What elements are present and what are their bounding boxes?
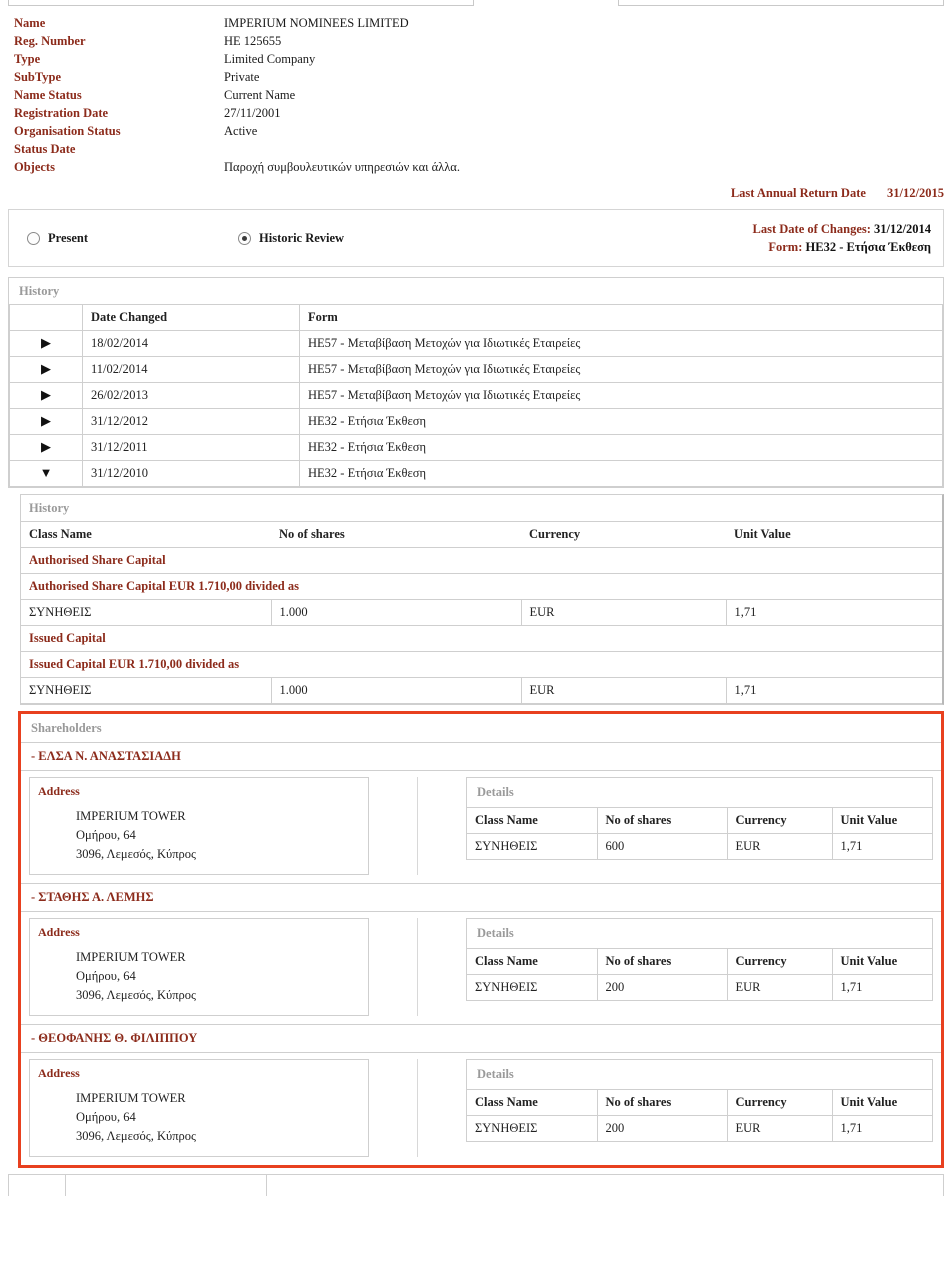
expand-toggle[interactable]	[10, 383, 83, 409]
address-line: 3096, Λεμεσός, Κύπρος	[76, 988, 196, 1002]
history-form: HE32 - Ετήσια Έκθεση	[300, 461, 943, 487]
summary-row	[14, 104, 952, 122]
details-col-currency: Currency	[727, 949, 832, 975]
radio-label-present: Present	[48, 230, 89, 245]
details-wrapper	[417, 918, 933, 1016]
view-mode-bar	[8, 209, 944, 267]
address-line: Ομήρου, 64	[76, 1110, 136, 1124]
summary-label: Name	[14, 16, 46, 30]
shareholder-name: - ΣΤΑΘΗΣ Α. ΛΕΜΗΣ	[21, 883, 941, 912]
chevron-down-icon[interactable]: ▼	[39, 465, 53, 480]
details-col-class-name: Class Name	[467, 1090, 597, 1116]
shareholders-panel	[18, 711, 944, 1168]
summary-label: Objects	[14, 160, 55, 174]
share-capital-table	[21, 521, 942, 704]
changes-info	[753, 220, 931, 256]
history-col-form: Form	[300, 305, 943, 331]
address-line: 3096, Λεμεσός, Κύπρος	[76, 847, 196, 861]
top-panel-stubs	[0, 0, 952, 6]
table-row[interactable]	[10, 383, 943, 409]
bottom-stub-col-1	[9, 1175, 66, 1196]
details-col-unit-value: Unit Value	[832, 808, 932, 834]
last-annual-return	[0, 176, 952, 205]
radio-option-historic-review[interactable]	[238, 231, 344, 246]
details-class-name: ΣΥΝΗΘΕΙΣ	[467, 834, 597, 860]
address-line: 3096, Λεμεσός, Κύπρος	[76, 1129, 196, 1143]
capital-section-label: Issued Capital EUR 1.710,00 divided as	[21, 652, 942, 678]
history-form: HE32 - Ετήσια Έκθεση	[300, 435, 943, 461]
details-box	[466, 918, 933, 1001]
details-unit-value: 1,71	[832, 834, 932, 860]
table-row	[21, 678, 942, 704]
last-date-of-changes-value: 31/12/2014	[874, 222, 931, 236]
expand-toggle[interactable]	[10, 409, 83, 435]
chevron-right-icon[interactable]: ▶	[41, 335, 51, 350]
summary-label: Reg. Number	[14, 34, 86, 48]
bottom-stub-col-3	[267, 1175, 943, 1196]
summary-value: Limited Company	[224, 52, 316, 66]
chevron-right-icon[interactable]: ▶	[41, 439, 51, 454]
capital-class-name: ΣΥΝΗΘΕΙΣ	[21, 678, 271, 704]
details-col-class-name: Class Name	[467, 949, 597, 975]
address-title: Address	[38, 925, 80, 939]
table-row[interactable]	[10, 409, 943, 435]
expand-toggle[interactable]	[10, 331, 83, 357]
last-annual-return-label: Last Annual Return Date	[730, 186, 866, 200]
address-box	[29, 1059, 369, 1157]
chevron-right-icon[interactable]: ▶	[41, 387, 51, 402]
details-header-row	[467, 808, 932, 834]
capital-currency: EUR	[521, 678, 726, 704]
details-title: Details	[477, 1067, 514, 1081]
capital-section-label: Issued Capital	[21, 626, 942, 652]
history-date: 31/12/2010	[83, 461, 300, 487]
capital-class-name: ΣΥΝΗΘΕΙΣ	[21, 600, 271, 626]
address-box	[29, 777, 369, 875]
shareholder-name: - ΘΕΟΦΑΝΗΣ Θ. ΦΙΛΙΠΠΟΥ	[21, 1024, 941, 1053]
summary-row	[14, 158, 952, 176]
last-date-of-changes: Last Date of Changes: 31/12/2014	[752, 222, 931, 236]
address-title: Address	[38, 1066, 80, 1080]
radio-option-present[interactable]	[27, 231, 88, 246]
table-row	[467, 1116, 932, 1142]
chevron-right-icon[interactable]: ▶	[41, 413, 51, 428]
shareholders-title: Shareholders	[31, 721, 102, 735]
history-table	[9, 304, 943, 487]
details-col-class-name: Class Name	[467, 808, 597, 834]
details-table	[467, 948, 932, 1001]
history-date: 31/12/2011	[83, 435, 300, 461]
capital-section-label: Authorised Share Capital	[21, 548, 942, 574]
capital-unit-value: 1,71	[726, 600, 942, 626]
history-form: HE57 - Μεταβίβαση Μετοχών για Ιδιωτικές Εταιρείες	[300, 331, 943, 357]
summary-value: Current Name	[224, 88, 296, 102]
summary-row	[14, 86, 952, 104]
history-form: HE57 - Μεταβίβαση Μετοχών για Ιδιωτικές Εταιρείες	[300, 383, 943, 409]
details-table	[467, 807, 932, 860]
summary-row	[14, 32, 952, 50]
details-wrapper	[417, 777, 933, 875]
shareholder-body	[21, 912, 941, 1024]
table-row[interactable]	[10, 357, 943, 383]
details-table	[467, 1089, 932, 1142]
expand-toggle[interactable]	[10, 435, 83, 461]
shareholder-name: - ΕΛΣΑ Ν. ΑΝΑΣΤΑΣΙΑΔΗ	[21, 742, 941, 771]
details-col-no-of-shares: No of shares	[597, 808, 727, 834]
details-col-no-of-shares: No of shares	[597, 1090, 727, 1116]
history-date: 26/02/2013	[83, 383, 300, 409]
summary-label: Status Date	[14, 142, 76, 156]
details-col-currency: Currency	[727, 808, 832, 834]
details-currency: EUR	[727, 975, 832, 1001]
capital-section-heading	[21, 626, 942, 652]
summary-label: Organisation Status	[14, 124, 121, 138]
address-line: IMPERIUM TOWER	[76, 809, 186, 823]
address-line: Ομήρου, 64	[76, 969, 136, 983]
top-stub-left	[8, 0, 474, 6]
share-capital-panel	[20, 494, 944, 705]
details-wrapper	[417, 1059, 933, 1157]
capital-col-class-name: Class Name	[21, 522, 271, 548]
address-title: Address	[38, 784, 80, 798]
details-unit-value: 1,71	[832, 1116, 932, 1142]
summary-label: SubType	[14, 70, 62, 84]
table-row[interactable]	[10, 331, 943, 357]
summary-row	[14, 68, 952, 86]
address-line: IMPERIUM TOWER	[76, 950, 186, 964]
history-date: 11/02/2014	[83, 357, 300, 383]
capital-col-unit-value: Unit Value	[726, 522, 942, 548]
history-form: HE32 - Ετήσια Έκθεση	[300, 409, 943, 435]
table-row[interactable]	[10, 435, 943, 461]
company-summary	[0, 10, 952, 176]
history-date: 31/12/2012	[83, 409, 300, 435]
history-date: 18/02/2014	[83, 331, 300, 357]
table-row[interactable]	[10, 461, 943, 487]
table-row	[467, 834, 932, 860]
history-panel	[8, 277, 944, 488]
details-class-name: ΣΥΝΗΘΕΙΣ	[467, 975, 597, 1001]
summary-label: Type	[14, 52, 41, 66]
capital-col-currency: Currency	[521, 522, 726, 548]
changes-form-label: Form	[768, 240, 799, 254]
details-col-no-of-shares: No of shares	[597, 949, 727, 975]
details-unit-value: 1,71	[832, 975, 932, 1001]
summary-value: Private	[224, 70, 260, 84]
capital-section-label: Authorised Share Capital EUR 1.710,00 divided as	[21, 574, 942, 600]
expand-toggle[interactable]	[10, 357, 83, 383]
shareholder-body	[21, 771, 941, 883]
details-no-of-shares: 200	[597, 1116, 727, 1142]
changes-form: Form: HE32 - Ετήσια Έκθεση	[768, 240, 931, 254]
details-header-row	[467, 1090, 932, 1116]
summary-row	[14, 140, 952, 158]
expand-toggle[interactable]	[10, 461, 83, 487]
radio-icon-historic-review[interactable]	[238, 232, 251, 245]
summary-row	[14, 14, 952, 32]
share-capital-header-row	[21, 522, 942, 548]
history-col-date: Date Changed	[83, 305, 300, 331]
details-no-of-shares: 600	[597, 834, 727, 860]
radio-label-historic-review: Historic Review	[259, 230, 345, 245]
capital-section-heading	[21, 574, 942, 600]
summary-value: HE 125655	[224, 34, 282, 48]
last-date-of-changes-label: Last Date of Changes	[752, 222, 867, 236]
table-row	[21, 600, 942, 626]
radio-icon-present[interactable]	[27, 232, 40, 245]
capital-section-heading	[21, 652, 942, 678]
chevron-right-icon[interactable]: ▶	[41, 361, 51, 376]
share-capital-title: History	[29, 501, 70, 515]
details-class-name: ΣΥΝΗΘΕΙΣ	[467, 1116, 597, 1142]
last-annual-return-value: 31/12/2015	[887, 186, 944, 200]
summary-label: Name Status	[14, 88, 82, 102]
summary-row	[14, 122, 952, 140]
details-title: Details	[477, 926, 514, 940]
details-box	[466, 777, 933, 860]
details-col-currency: Currency	[727, 1090, 832, 1116]
summary-value: Active	[224, 124, 258, 138]
details-col-unit-value: Unit Value	[832, 949, 932, 975]
summary-value: IMPERIUM NOMINEES LIMITED	[224, 16, 409, 30]
capital-no-of-shares: 1.000	[271, 678, 521, 704]
changes-form-value: HE32 - Ετήσια Έκθεση	[805, 240, 931, 254]
bottom-table-stub	[8, 1174, 944, 1196]
summary-label: Registration Date	[14, 106, 109, 120]
details-col-unit-value: Unit Value	[832, 1090, 932, 1116]
summary-value: Παροχή συμβουλευτικών υπηρεσιών και άλλα.	[224, 160, 460, 174]
table-row	[467, 975, 932, 1001]
history-header-row	[10, 305, 943, 331]
top-stub-right	[618, 0, 944, 6]
capital-no-of-shares: 1.000	[271, 600, 521, 626]
capital-currency: EUR	[521, 600, 726, 626]
address-line: Ομήρου, 64	[76, 828, 136, 842]
capital-section-heading	[21, 548, 942, 574]
summary-row	[14, 50, 952, 68]
bottom-stub-col-2	[66, 1175, 267, 1196]
details-title: Details	[477, 785, 514, 799]
details-box	[466, 1059, 933, 1142]
address-box	[29, 918, 369, 1016]
details-currency: EUR	[727, 1116, 832, 1142]
address-line: IMPERIUM TOWER	[76, 1091, 186, 1105]
capital-col-no-of-shares: No of shares	[271, 522, 521, 548]
shareholder-body	[21, 1053, 941, 1165]
summary-value: 27/11/2001	[224, 106, 281, 120]
details-header-row	[467, 949, 932, 975]
history-col-expand	[10, 305, 83, 331]
details-no-of-shares: 200	[597, 975, 727, 1001]
history-title: History	[19, 284, 60, 298]
capital-unit-value: 1,71	[726, 678, 942, 704]
history-form: HE57 - Μεταβίβαση Μετοχών για Ιδιωτικές Εταιρείες	[300, 357, 943, 383]
details-currency: EUR	[727, 834, 832, 860]
